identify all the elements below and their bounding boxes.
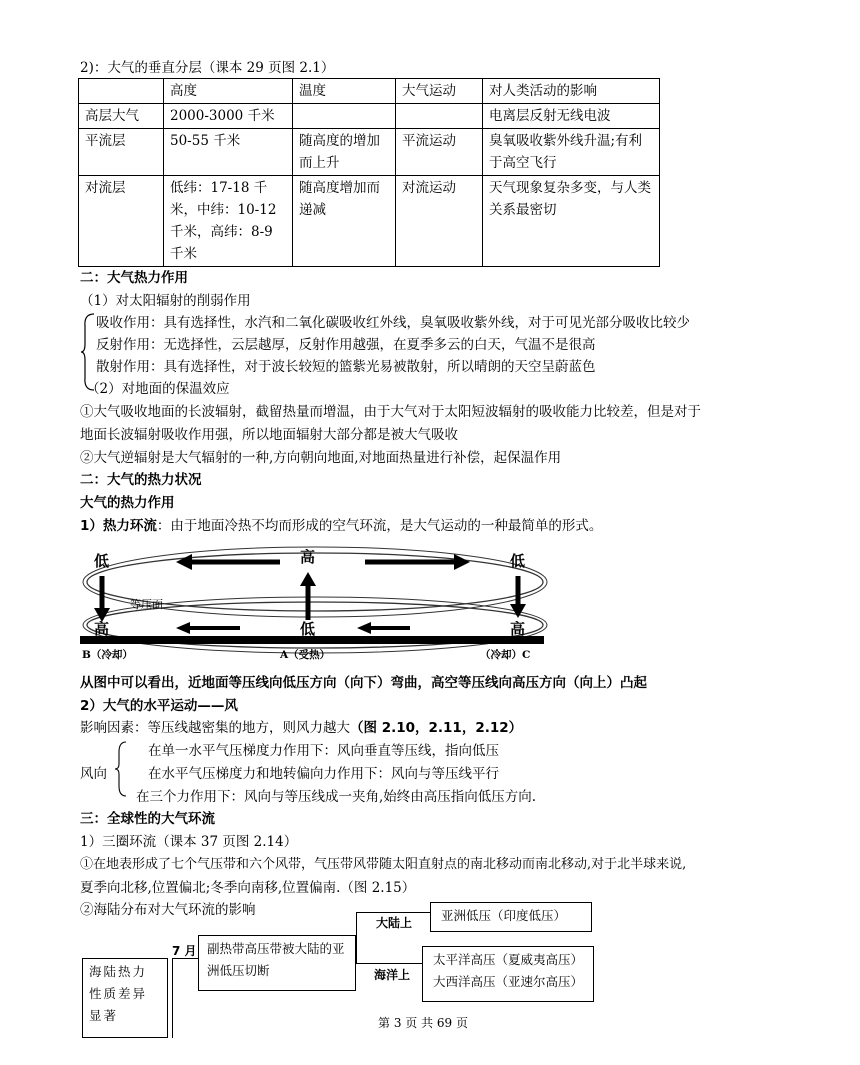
flow-ocean-text-1: 太平洋高压（夏威夷高压） [433,952,584,967]
flow-connector [172,958,173,1038]
table-cell: 2000-3000 千米 [164,104,293,129]
table-cell: 随高度增加而递减 [293,176,396,267]
page-footer: 第 3 页 共 69 页 [378,1016,468,1030]
absorb-text: 吸收作用：具有选择性，水汽和二氧化碳吸收红外线，臭氧吸收紫外线，对于可见光部分吸收比较少 [96,315,690,331]
flow-connector [356,912,430,913]
circulation-label: 1）热力环流 [80,518,157,534]
global-heading: 三：全球性的大气环流 [80,811,215,827]
flow-land-box [430,902,592,932]
section-title: 2)：大气的垂直分层（课本 29 页图 2.1） [80,60,335,76]
table-cell: 平流层 [79,129,164,176]
table-cell: 电离层反射无线电波 [483,104,660,129]
thermal-circulation-diagram [80,540,550,665]
flow-root-box [82,958,168,1038]
table-header-row [79,79,660,104]
global-p2: ②海陆分布对大气环流的影响 [80,902,256,918]
table-row [79,129,660,176]
heat-sub1: （1）对太阳辐射的削弱作用 [80,293,251,309]
table-cell: 低纬：17-18 千米，中纬：10-12 千米，高纬：8-9 千米 [164,176,293,267]
table-cell: 随高度的增加而上升 [293,129,396,176]
heat-p1a: ①大气吸收地面的长波辐射，截留热量而增温，由于大气对于太阳短波辐射的吸收能力比较差，但是对于 [80,404,701,420]
flow-ocean-text-2: 大西洋高压（亚速尔高压） [433,974,584,989]
global-p1a: ①在地表形成了七个气压带和六个风带，气压带风带随太阳直射点的南北移动而南北移动,对于北半球来说, [80,857,687,872]
flow-root-text: 海陆热力性质差异显著 [89,964,148,1023]
table-cell: 大气运动 [396,79,483,104]
isobar-label: 等压面 [130,598,163,611]
flow-ocean-label: 海洋上 [374,968,411,982]
flow-land-label: 大陆上 [376,916,413,930]
circulation-text: ：由于地面冷热不均而形成的空气环流，是大气运动的一种最简单的形式。 [156,518,603,534]
status-heading: 二：大气的热力状况 [80,472,202,488]
high-top-label: 高 [300,548,316,566]
wind-line3: 在三个力作用下：风向与等压线成一夹角,始终由高压指向低压方向. [136,789,537,805]
a-label: A（受热） [280,649,331,661]
flow-land-text: 亚洲低压（印度低压） [441,908,567,923]
table-cell: 50-55 千米 [164,129,293,176]
high-right-label: 高 [510,620,526,638]
wind-line2: 在水平气压梯度力和地转偏向力作用下：风向与等压线平行 [148,766,499,782]
high-left-label: 高 [94,620,110,638]
table-cell: 对流运动 [396,176,483,267]
scatter-text: 散射作用：具有选择性，对于波长较短的篮紫光易被散射，所以晴朗的天空呈蔚蓝色 [96,359,596,375]
heat-p1b: 地面长波辐射吸收作用强，所以地面辐射大部分都是被大气吸收 [80,427,458,443]
low-right-label: 低 [510,552,526,570]
table-cell [79,79,164,104]
stratification-table [78,78,660,267]
wind-factor-figs: （图 2.10，2.11，2.12） [350,720,523,736]
wind-heading: 2）大气的水平运动——风 [80,698,238,714]
global-sub: 1）三圈环流（课本 37 页图 2.14） [80,834,298,850]
table-cell [396,104,483,129]
low-mid-label: 低 [300,620,316,638]
wind-line1: 在单一水平气压梯度力作用下：风向垂直等压线，指向低压 [148,743,499,759]
heat-sub2: （2）对地面的保温效应 [86,381,230,397]
table-row [79,176,660,267]
table-cell: 温度 [293,79,396,104]
table-cell: 高度 [164,79,293,104]
table-cell: 臭氧吸收紫外线升温;有利于高空飞行 [483,129,660,176]
wind-factor: 影响因素：等压线越密集的地方，则风力越大 [80,720,350,736]
flow-middle-text: 副热带高压带被大陆的亚洲低压切断 [207,941,345,978]
table-row [79,104,660,129]
status-sub: 大气的热力作用 [80,495,175,511]
b-label: B（冷却） [82,649,133,661]
flow-ocean-box [422,946,594,1002]
table-cell: 高层大气 [79,104,164,129]
wind-label: 风向 [80,766,107,782]
table-cell: 对人类活动的影响 [483,79,660,104]
low-left-label: 低 [94,552,110,570]
circulation-line [80,514,602,534]
table-cell: 天气现象复杂多变，与人类关系最密切 [483,176,660,267]
wind-factor-line [80,716,522,736]
flow-month: 7 月 [172,944,197,958]
heat-heading: 二：大气热力作用 [80,270,188,286]
conclusion: 从图中可以看出，近地面等压线向低压方向（向下）弯曲，高空等压线向高压方向（向上）凸起 [80,675,647,691]
flow-connector [356,912,357,964]
flow-connector [356,963,422,964]
heat-p2: ②大气逆辐射是大气辐射的一种,方向朝向地面,对地面热量进行补偿，起保温作用 [80,450,562,466]
table-cell [293,104,396,129]
table-cell: 对流层 [79,176,164,267]
reflect-text: 反射作用：无选择性，云层越厚，反射作用越强，在夏季多云的白天，气温不是很高 [96,337,596,353]
global-p1b: 夏季向北移,位置偏北;冬季向南移,位置偏南.（图 2.15） [80,880,416,896]
table-cell: 平流运动 [396,129,483,176]
wind-brace [114,740,128,798]
flow-middle-box [198,935,356,991]
c-label: （冷却）C [480,649,531,661]
